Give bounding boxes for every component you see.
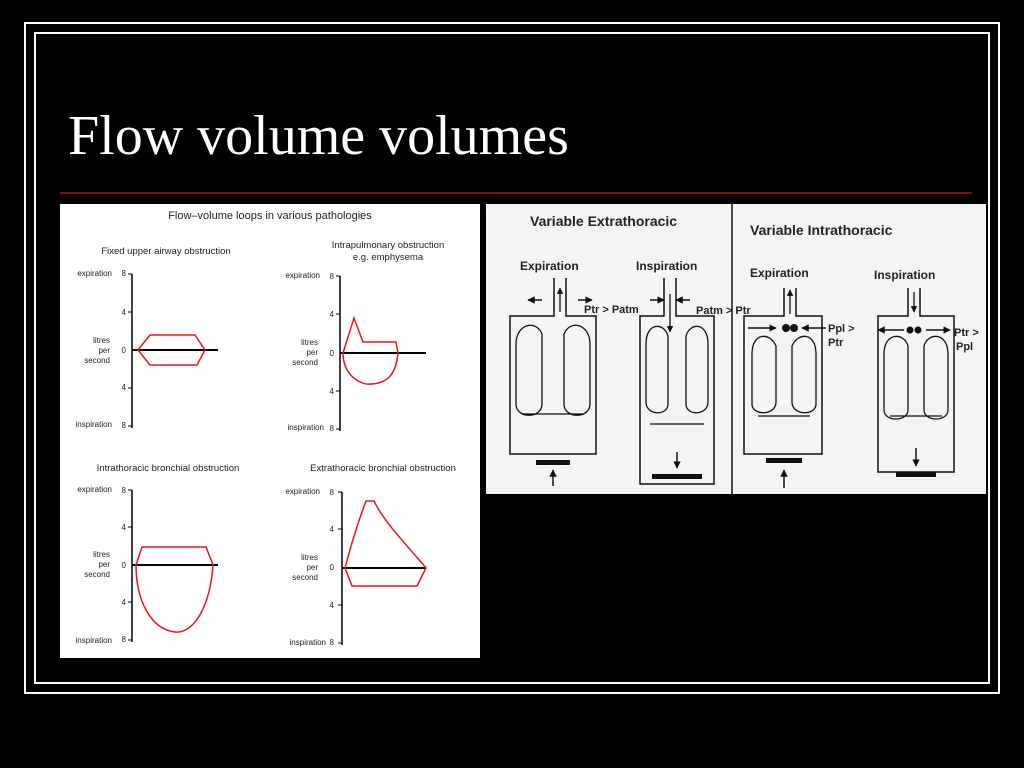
- heading-variable-extrathoracic: Variable Extrathoracic: [530, 213, 678, 229]
- panel-title: Extrathoracic bronchial obstruction: [310, 463, 456, 474]
- y-label-expiration: expiration: [77, 485, 112, 494]
- pressure-note-line2: Ptr: [828, 337, 844, 349]
- widening-marker: [907, 327, 914, 334]
- pressure-note: Patm > Ptr: [696, 305, 751, 317]
- y-axis-label-3: second: [84, 356, 110, 365]
- piston: [652, 474, 702, 479]
- panel-title: Intrathoracic bronchial obstruction: [96, 463, 240, 474]
- figure-title: Flow–volume loops in various pathologies: [168, 210, 372, 222]
- tick-label: 4: [121, 308, 126, 317]
- narrowing-marker: [782, 324, 790, 332]
- piston: [766, 458, 802, 463]
- y-axis-label-1: litres: [301, 553, 318, 562]
- tick-label: 8: [121, 269, 126, 278]
- pressure-note-line1: Ppl >: [828, 323, 855, 335]
- tick-label: 4: [329, 387, 334, 396]
- loop-curve: [345, 501, 426, 586]
- panel-subtitle: e.g. emphysema: [352, 252, 424, 263]
- pressure-note: Ptr > Patm: [584, 304, 639, 316]
- panel-title: Fixed upper airway obstruction: [101, 246, 231, 257]
- loop-curve: [343, 318, 398, 384]
- tick-label: 0: [121, 346, 126, 355]
- airway-obstruction-figure: [486, 204, 986, 494]
- tick-label: 0: [121, 561, 126, 570]
- y-label-inspiration: inspiration: [75, 636, 112, 645]
- flow-volume-loops-svg: [60, 204, 480, 658]
- y-label-expiration: expiration: [285, 487, 320, 496]
- loop-panel-fixed-upper-airway: [76, 246, 231, 430]
- label-expiration: Expiration: [750, 266, 809, 280]
- loop-curve: [136, 547, 213, 632]
- tick-label: 4: [121, 598, 126, 607]
- tick-label: 8: [329, 488, 334, 497]
- tick-label: 4: [121, 383, 126, 392]
- piston: [896, 472, 936, 477]
- piston: [536, 460, 570, 465]
- y-axis-label-2: per: [306, 348, 318, 357]
- airway-obstruction-svg: [486, 204, 986, 494]
- tick-label: 8: [121, 635, 126, 644]
- y-axis-label-1: litres: [93, 550, 110, 559]
- tick-label: 4: [329, 601, 334, 610]
- y-label-inspiration: inspiration: [75, 420, 112, 429]
- figure-background: [486, 204, 986, 494]
- y-axis-label-3: second: [292, 358, 318, 367]
- widening-marker: [915, 327, 922, 334]
- loop-panel-extrathoracic: [285, 463, 456, 647]
- tick-label: 4: [329, 525, 334, 534]
- tick-label: 8: [329, 638, 334, 647]
- y-axis-label-2: per: [306, 563, 318, 572]
- tick-label: 8: [329, 424, 334, 433]
- y-axis-label-1: litres: [93, 336, 110, 345]
- label-inspiration: Inspiration: [874, 268, 936, 282]
- y-label-inspiration: inspiration: [289, 638, 326, 647]
- heading-variable-intrathoracic: Variable Intrathoracic: [750, 222, 893, 238]
- loop-panel-intrapulmonary: [285, 240, 444, 433]
- y-axis-label-3: second: [292, 573, 318, 582]
- tick-label: 4: [329, 310, 334, 319]
- y-axis-label-2: per: [98, 560, 110, 569]
- y-label-expiration: expiration: [285, 271, 320, 280]
- pressure-note-line1: Ptr >: [954, 327, 979, 339]
- label-inspiration: Inspiration: [636, 259, 698, 273]
- tick-label: 8: [121, 421, 126, 430]
- panel-title: Intrapulmonary obstruction: [331, 240, 445, 251]
- tick-label: 0: [329, 349, 334, 358]
- tick-label: 8: [121, 486, 126, 495]
- y-label-expiration: expiration: [77, 269, 112, 278]
- y-axis-label-3: second: [84, 570, 110, 579]
- tick-label: 0: [329, 563, 334, 572]
- tick-label: 8: [329, 272, 334, 281]
- slide-title: Flow volume volumes: [68, 105, 569, 167]
- y-axis-label-2: per: [98, 346, 110, 355]
- tick-label: 4: [121, 523, 126, 532]
- label-expiration: Expiration: [520, 259, 579, 273]
- flow-volume-loops-figure: [60, 204, 480, 658]
- narrowing-marker: [790, 324, 798, 332]
- pressure-note-line2: Ppl: [956, 341, 974, 353]
- title-rule: [60, 192, 972, 194]
- y-label-inspiration: inspiration: [287, 423, 324, 432]
- y-axis-label-1: litres: [301, 338, 318, 347]
- loop-panel-intrathoracic: [76, 463, 240, 645]
